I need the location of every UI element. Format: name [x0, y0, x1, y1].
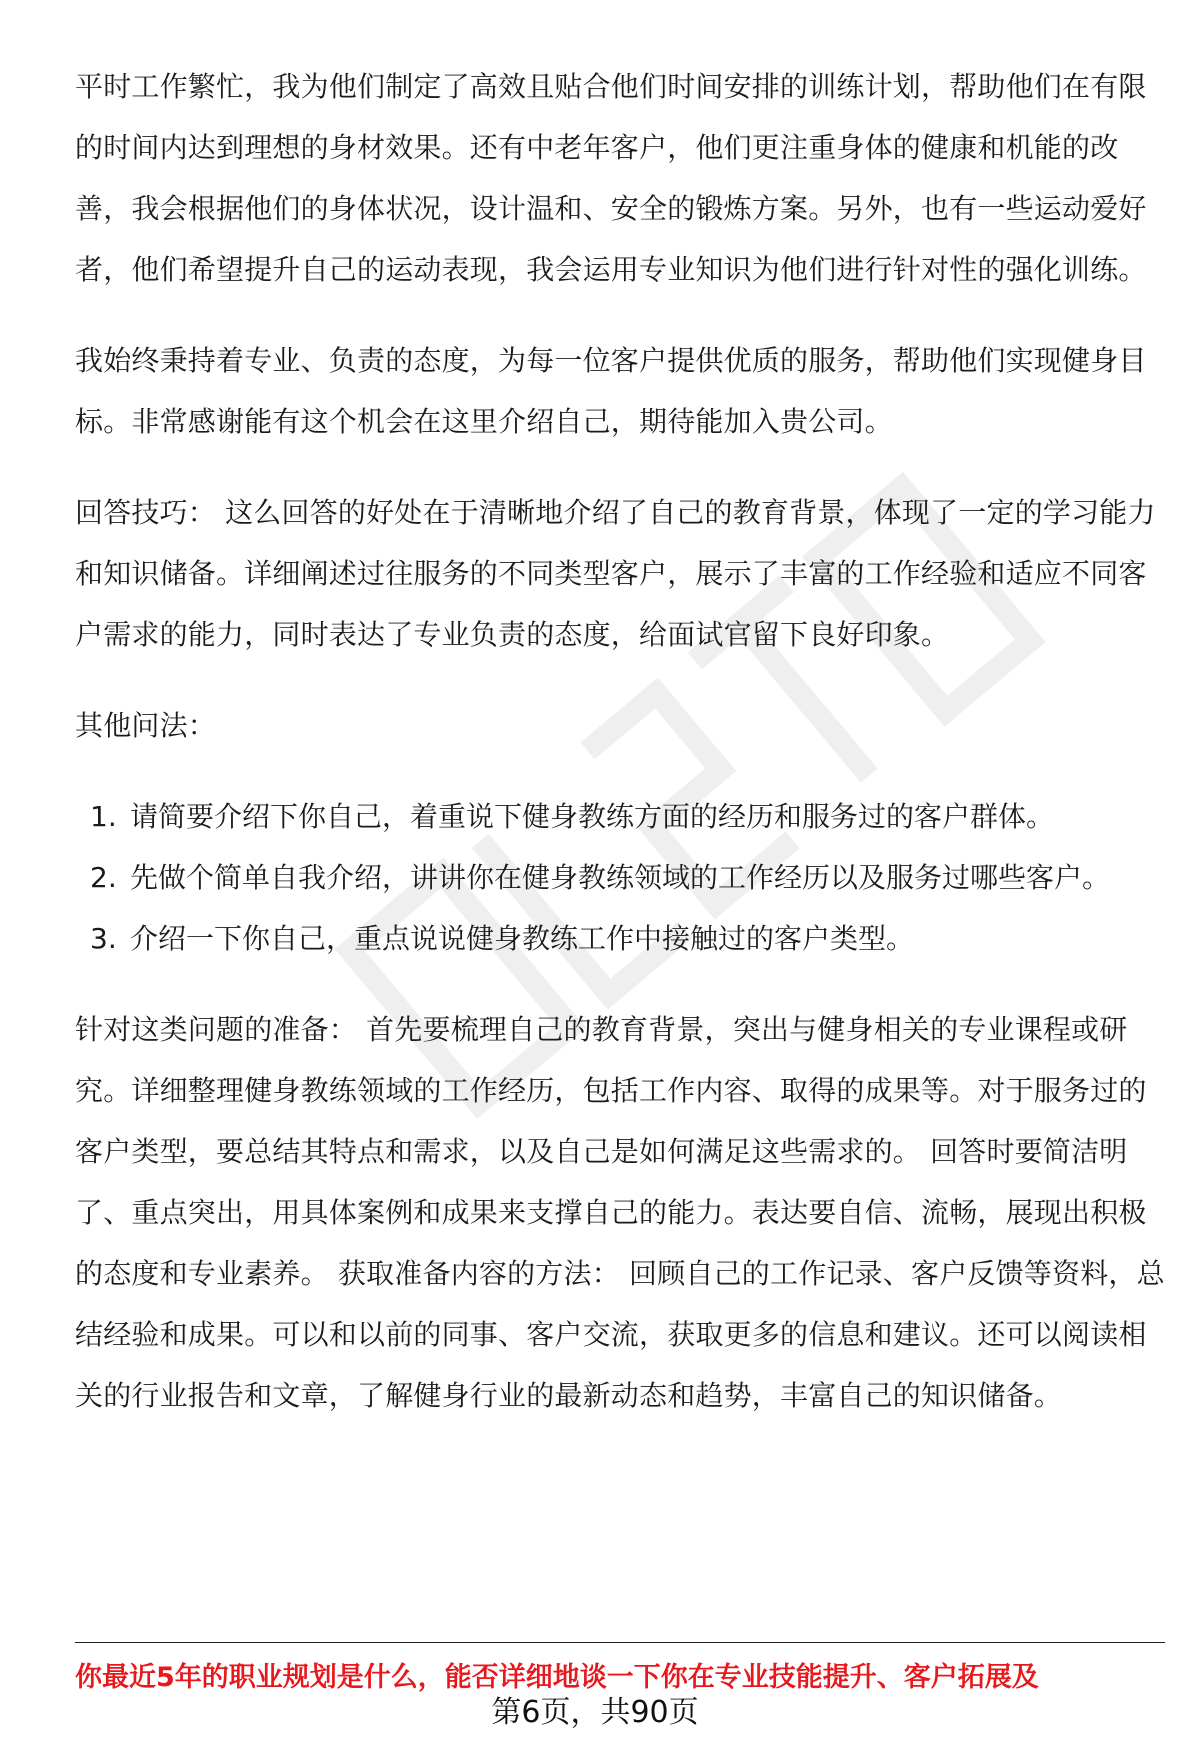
paragraph-closing: 我始终秉持着专业、负责的态度，为每一位客户提供优质的服务，帮助他们实现健身目标。非常感谢能有这个机会在这里介绍自己，期待能加入贵公司。	[75, 344, 1147, 438]
page-number: 第6页，共90页	[491, 1695, 699, 1730]
alt-questions-list	[75, 786, 1165, 969]
main-content	[75, 56, 1165, 1456]
list-item-number: 2.	[90, 861, 117, 894]
paragraph-other-asks-heading: 其他问法：	[75, 709, 217, 742]
section-divider	[75, 1642, 1165, 1643]
list-item-text: 介绍一下你自己，重点说说健身教练工作中接触过的客户类型。	[130, 922, 915, 955]
list-item-text: 请简要介绍下你自己，着重说下健身教练方面的经历和服务过的客户群体。	[130, 800, 1055, 833]
list-item-number: 3.	[90, 922, 117, 955]
paragraph-client-types: 平时工作繁忙，我为他们制定了高效且贴合他们时间安排的训练计划，帮助他们在有限的时间内达到理想的身材效果。还有中老年客户，他们更注重身体的健康和机能的改善，我会根据他们的身体状况，设计温和、安全的锻炼方案。另外，也有一些运动爱好者，他们希望提升自己的运动表现，我会运用专业知识为他们进行针对性的强化训练。	[75, 70, 1147, 286]
paragraph-preparation: 针对这类问题的准备： 首先要梳理自己的教育背景，突出与健身相关的专业课程或研究。详细整理健身教练领域的工作经历，包括工作内容、取得的成果等。对于服务过的客户类型，要总结其特点和需求，以及自己是如何满足这些需求的。 回答时要简洁明了、重点突出，用具体案例和成果来支撑自己的能力。表达要自信、流畅，展现出积极的态度和专业素养。 获取准备内容的方法： 回顾自己的工作记录、客户反馈等资料，总结经验和成果。可以和以前的同事、客户交流，获取更多的信息和建议。还可以阅读相关的行业报告和文章，了解健身行业的最新动态和趋势，丰富自己的知识储备。	[75, 1013, 1165, 1412]
list-item-number: 1.	[90, 800, 117, 833]
next-question-heading: 你最近5年的职业规划是什么，能否详细地谈一下你在专业技能提升、客户拓展及	[75, 1662, 1039, 1693]
list-item-text: 先做个简单自我介绍，讲讲你在健身教练领域的工作经历以及服务过哪些客户。	[130, 861, 1111, 894]
list-item	[75, 786, 1165, 847]
list-item	[75, 847, 1165, 908]
list-item	[75, 908, 1165, 969]
paragraph-answer-tips: 回答技巧： 这么回答的好处在于清晰地介绍了自己的教育背景，体现了一定的学习能力和知识储备。详细阐述过往服务的不同类型客户，展示了丰富的工作经验和适应不同客户需求的能力，同时表达了专业负责的态度，给面试官留下良好印象。	[75, 496, 1156, 651]
